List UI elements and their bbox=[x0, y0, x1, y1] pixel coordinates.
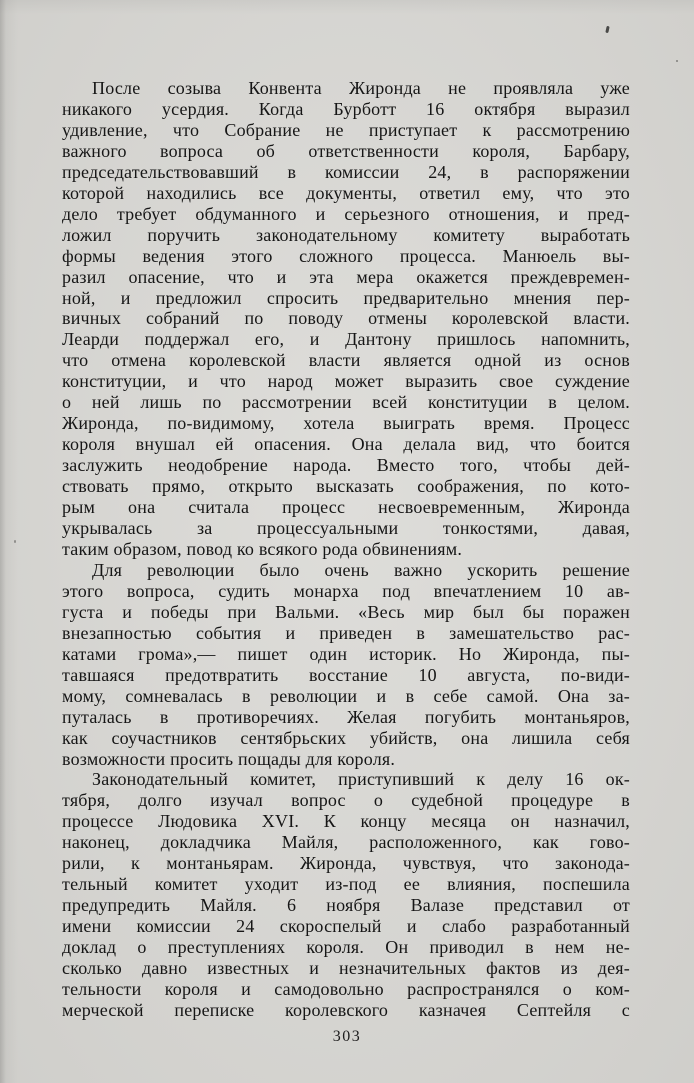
text-line: что отмена королевской власти является одной из основ bbox=[62, 350, 630, 371]
text-line: тельности короля и самодовольно распространялся о ком- bbox=[62, 978, 630, 999]
text-line: рым она считала процесс несвоевременным, Жиронда bbox=[62, 497, 630, 518]
scan-speck bbox=[14, 540, 16, 543]
text-line: важного вопроса об ответственности короля, Барбару, bbox=[62, 140, 630, 161]
text-line: наконец, докладчика Майля, расположенного, как гово- bbox=[62, 832, 630, 853]
text-line: этого вопроса, судить монарха под впечатлением 10 ав- bbox=[62, 580, 630, 601]
text-line: ложил поручить законодательному комитету выработать bbox=[62, 224, 630, 245]
text-line: рили, к монтаньярам. Жиронда, чувствуя, что законода- bbox=[62, 853, 630, 874]
text-line: Жиронда, по-видимому, хотела выиграть время. Процесс bbox=[62, 413, 630, 434]
text-line: разил опасение, что и эта мера окажется преждевремен- bbox=[62, 266, 630, 287]
text-line: возможности просить пощады для короля. bbox=[62, 748, 396, 769]
text-line: внезапностью события и приведен в замешательство рас- bbox=[62, 622, 630, 643]
text-line: путалась в противоречиях. Желая погубить монтаньяров, bbox=[62, 706, 630, 727]
text-line: тельный комитет уходит из-под ее влияния, поспешила bbox=[62, 874, 630, 895]
text-line: сколько давно известных и незначительных фактов из дея- bbox=[62, 958, 630, 979]
page-number: 303 bbox=[332, 1028, 362, 1045]
text-line: о ней лишь по рассмотрении всей конституции в целом. bbox=[62, 392, 630, 413]
text-line: мерческой переписке королевского казначея Септейля с bbox=[62, 999, 630, 1020]
text-line: укрывалась за процессуальными тонкостями, давая, bbox=[62, 518, 630, 539]
paragraph bbox=[62, 78, 630, 560]
text-line: заслужить неодобрение народа. Вместо того, чтобы дей- bbox=[62, 455, 630, 476]
text-line: удивление, что Собрание не приступает к рассмотрению bbox=[62, 119, 630, 140]
text-line: как соучастников сентябрьских убийств, она лишила себя bbox=[62, 727, 630, 748]
scan-speck bbox=[605, 26, 609, 33]
text-line: предупредить Майля. 6 ноября Валазе представил от bbox=[62, 895, 630, 916]
text-line: После созыва Конвента Жиронда не проявляла уже bbox=[92, 78, 630, 98]
text-line: короля внушал ей опасения. Она делала вид, что боится bbox=[62, 434, 630, 455]
text-line: ной, и предложил спросить предварительно мнения пер- bbox=[62, 287, 630, 308]
text-line: Законодательный комитет, приступивший к делу 16 ок- bbox=[92, 769, 630, 790]
text-line: вичных собраний по поводу отмены королевской власти. bbox=[62, 308, 630, 329]
text-line: никакого усердия. Когда Бурботт 16 октября выразил bbox=[62, 98, 630, 119]
paragraph bbox=[62, 769, 630, 1020]
text-line: формы ведения этого сложного процесса. Манюель вы- bbox=[62, 245, 630, 266]
text-line: Для революции было очень важно ускорить решение bbox=[92, 559, 630, 580]
text-line: тября, долго изучал вопрос о судебной процедуре в bbox=[62, 790, 630, 811]
text-line: густа и победы при Вальми. «Весь мир был бы поражен bbox=[62, 601, 630, 622]
text-line: доклад о преступлениях короля. Он приводил в нем не- bbox=[62, 937, 630, 958]
text-line: которой находились все документы, ответил ему, что это bbox=[62, 182, 630, 203]
scan-speck bbox=[676, 60, 678, 62]
text-line: таким образом, повод ко всякого рода обвинениям. bbox=[62, 538, 463, 559]
text-line: председательствовавший в комиссии 24, в распоряжении bbox=[62, 161, 630, 182]
text-line: дело требует обдуманного и серьезного отношения, и пред- bbox=[62, 203, 630, 224]
text-line: Леарди поддержал его, и Дантону пришлось напомнить, bbox=[62, 329, 630, 350]
text-line: мому, сомневалась в революции и в себе самой. Она за- bbox=[62, 685, 630, 706]
text-line: ствовать прямо, открыто высказать соображения, по кото- bbox=[62, 476, 630, 497]
text-line: имени комиссии 24 скороспелый и слабо разработанный bbox=[62, 916, 630, 937]
text-line: тавшаяся предотвратить восстание 10 августа, по-види- bbox=[62, 664, 630, 685]
text-line: катами грома»,— пишет один историк. Но Жиронда, пы- bbox=[62, 643, 630, 664]
text-block bbox=[62, 78, 630, 1021]
paragraph bbox=[62, 560, 630, 770]
text-line: процессе Людовика XVI. К концу месяца он назначил, bbox=[62, 811, 630, 832]
text-line: конституции, и что народ может выразить свое суждение bbox=[62, 371, 630, 392]
